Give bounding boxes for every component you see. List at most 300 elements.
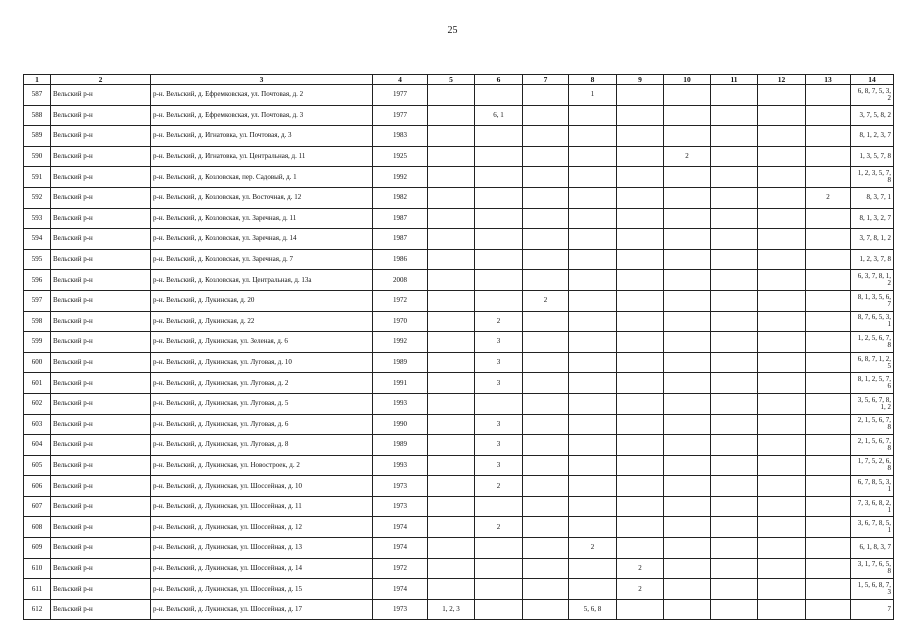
table-cell-col-1: 588 bbox=[24, 105, 51, 126]
table-row bbox=[24, 85, 894, 106]
table-cell-col-14: 6, 8, 7, 1, 2, 5 bbox=[851, 352, 894, 373]
table-cell-col-13 bbox=[806, 229, 851, 250]
table-cell-col-7 bbox=[523, 373, 569, 394]
table-row bbox=[24, 373, 894, 394]
table-cell-col-8 bbox=[569, 290, 617, 311]
table-cell-col-2: Вельский р-н bbox=[51, 373, 151, 394]
table-cell-col-7 bbox=[523, 352, 569, 373]
table-cell-col-7 bbox=[523, 229, 569, 250]
table-cell-col-9 bbox=[617, 105, 664, 126]
table-cell-col-8 bbox=[569, 126, 617, 147]
table-cell-col-13 bbox=[806, 455, 851, 476]
table-cell-col-5 bbox=[428, 126, 475, 147]
table-cell-col-5 bbox=[428, 373, 475, 394]
table-row bbox=[24, 476, 894, 497]
table-cell-col-9 bbox=[617, 476, 664, 497]
table-cell-col-14: 2, 1, 5, 6, 7, 8 bbox=[851, 435, 894, 456]
table-cell-col-3: р-н. Вельский, д. Лукинская, д. 22 bbox=[151, 311, 373, 332]
table-cell-col-4: 1977 bbox=[373, 85, 428, 106]
table-cell-col-10 bbox=[664, 311, 711, 332]
table-cell-col-6: 3 bbox=[475, 435, 523, 456]
table-cell-col-9 bbox=[617, 373, 664, 394]
column-header-9: 9 bbox=[617, 75, 664, 85]
table-cell-col-12 bbox=[758, 414, 806, 435]
table-cell-col-12 bbox=[758, 476, 806, 497]
table-cell-col-12 bbox=[758, 187, 806, 208]
table-cell-col-4: 1987 bbox=[373, 229, 428, 250]
table-cell-col-10 bbox=[664, 373, 711, 394]
table-cell-col-11 bbox=[711, 558, 758, 579]
table-cell-col-13 bbox=[806, 352, 851, 373]
table-cell-col-7 bbox=[523, 126, 569, 147]
table-cell-col-3: р-н. Вельский, д. Лукинская, ул. Луговая, д. 6 bbox=[151, 414, 373, 435]
table-row bbox=[24, 249, 894, 270]
table-cell-col-13 bbox=[806, 393, 851, 414]
table-cell-col-2: Вельский р-н bbox=[51, 496, 151, 517]
table-cell-col-14: 3, 7, 5, 8, 2 bbox=[851, 105, 894, 126]
table-cell-col-12 bbox=[758, 455, 806, 476]
table-row bbox=[24, 538, 894, 559]
table-cell-col-9 bbox=[617, 538, 664, 559]
table-cell-col-10 bbox=[664, 414, 711, 435]
table-cell-col-4: 1990 bbox=[373, 414, 428, 435]
table-cell-col-7 bbox=[523, 455, 569, 476]
table-cell-col-13 bbox=[806, 290, 851, 311]
table-cell-col-9 bbox=[617, 332, 664, 353]
table-cell-col-3: р-н. Вельский, д. Козловская, ул. Заречная, д. 7 bbox=[151, 249, 373, 270]
table-cell-col-3: р-н. Вельский, д. Ефремковская, ул. Почтовая, д. 3 bbox=[151, 105, 373, 126]
register-table bbox=[23, 74, 894, 620]
table-cell-col-14: 1, 2, 3, 7, 8 bbox=[851, 249, 894, 270]
column-header-5: 5 bbox=[428, 75, 475, 85]
table-cell-col-13 bbox=[806, 85, 851, 106]
table-cell-col-4: 1970 bbox=[373, 311, 428, 332]
table-cell-col-2: Вельский р-н bbox=[51, 208, 151, 229]
table-cell-col-5 bbox=[428, 105, 475, 126]
table-row bbox=[24, 187, 894, 208]
table-cell-col-2: Вельский р-н bbox=[51, 187, 151, 208]
table-cell-col-13 bbox=[806, 249, 851, 270]
table-cell-col-3: р-н. Вельский, д. Лукинская, ул. Шоссейная, д. 14 bbox=[151, 558, 373, 579]
table-cell-col-13 bbox=[806, 373, 851, 394]
table-cell-col-4: 1989 bbox=[373, 352, 428, 373]
table-cell-col-12 bbox=[758, 311, 806, 332]
table-cell-col-1: 594 bbox=[24, 229, 51, 250]
table-cell-col-10 bbox=[664, 579, 711, 600]
table-cell-col-2: Вельский р-н bbox=[51, 167, 151, 188]
table-cell-col-2: Вельский р-н bbox=[51, 476, 151, 497]
table-cell-col-1: 595 bbox=[24, 249, 51, 270]
table-cell-col-6 bbox=[475, 85, 523, 106]
table-cell-col-11 bbox=[711, 146, 758, 167]
table-cell-col-8 bbox=[569, 311, 617, 332]
table-cell-col-14: 3, 1, 7, 6, 5, 8 bbox=[851, 558, 894, 579]
table-cell-col-3: р-н. Вельский, д. Лукинская, ул. Шоссейная, д. 10 bbox=[151, 476, 373, 497]
table-cell-col-8 bbox=[569, 229, 617, 250]
table-cell-col-5 bbox=[428, 249, 475, 270]
table-cell-col-13 bbox=[806, 332, 851, 353]
table-cell-col-1: 603 bbox=[24, 414, 51, 435]
table-cell-col-6: 2 bbox=[475, 517, 523, 538]
table-cell-col-4: 1972 bbox=[373, 290, 428, 311]
table-cell-col-6 bbox=[475, 599, 523, 620]
table-cell-col-13 bbox=[806, 208, 851, 229]
table-cell-col-1: 600 bbox=[24, 352, 51, 373]
table-cell-col-13 bbox=[806, 311, 851, 332]
table-cell-col-2: Вельский р-н bbox=[51, 414, 151, 435]
table-cell-col-3: р-н. Вельский, д. Козловская, ул. Заречная, д. 14 bbox=[151, 229, 373, 250]
table-cell-col-14: 8, 3, 7, 1 bbox=[851, 187, 894, 208]
table-cell-col-10 bbox=[664, 208, 711, 229]
table-cell-col-14: 6, 1, 8, 3, 7 bbox=[851, 538, 894, 559]
table-cell-col-11 bbox=[711, 290, 758, 311]
table-cell-col-13 bbox=[806, 435, 851, 456]
table-cell-col-9 bbox=[617, 517, 664, 538]
table-cell-col-4: 1991 bbox=[373, 373, 428, 394]
table-cell-col-6 bbox=[475, 270, 523, 291]
table-cell-col-1: 609 bbox=[24, 538, 51, 559]
table-cell-col-4: 1992 bbox=[373, 167, 428, 188]
table-cell-col-12 bbox=[758, 352, 806, 373]
table-cell-col-12 bbox=[758, 332, 806, 353]
table-cell-col-14: 7, 3, 6, 8, 2, 1 bbox=[851, 496, 894, 517]
table-cell-col-10 bbox=[664, 558, 711, 579]
table-cell-col-1: 597 bbox=[24, 290, 51, 311]
table-cell-col-10 bbox=[664, 229, 711, 250]
table-cell-col-3: р-н. Вельский, д. Лукинская, ул. Зеленая, д. 6 bbox=[151, 332, 373, 353]
table-cell-col-13 bbox=[806, 146, 851, 167]
table-cell-col-9 bbox=[617, 208, 664, 229]
table-cell-col-10 bbox=[664, 393, 711, 414]
table-cell-col-6 bbox=[475, 249, 523, 270]
table-cell-col-5: 1, 2, 3 bbox=[428, 599, 475, 620]
table-cell-col-12 bbox=[758, 435, 806, 456]
table-row bbox=[24, 393, 894, 414]
table-cell-col-4: 1993 bbox=[373, 455, 428, 476]
table-cell-col-5 bbox=[428, 579, 475, 600]
table-cell-col-6 bbox=[475, 496, 523, 517]
table-cell-col-12 bbox=[758, 393, 806, 414]
table-cell-col-12 bbox=[758, 208, 806, 229]
table-cell-col-1: 589 bbox=[24, 126, 51, 147]
table-cell-col-1: 608 bbox=[24, 517, 51, 538]
table-body bbox=[24, 85, 894, 620]
table-cell-col-13 bbox=[806, 476, 851, 497]
table-cell-col-3: р-н. Вельский, д. Лукинская, ул. Шоссейная, д. 17 bbox=[151, 599, 373, 620]
table-cell-col-8 bbox=[569, 517, 617, 538]
table-cell-col-1: 612 bbox=[24, 599, 51, 620]
table-cell-col-6 bbox=[475, 146, 523, 167]
column-header-14: 14 bbox=[851, 75, 894, 85]
table-cell-col-9 bbox=[617, 229, 664, 250]
table-cell-col-1: 598 bbox=[24, 311, 51, 332]
table-cell-col-2: Вельский р-н bbox=[51, 249, 151, 270]
table-cell-col-13 bbox=[806, 599, 851, 620]
table-cell-col-11 bbox=[711, 311, 758, 332]
table-cell-col-1: 607 bbox=[24, 496, 51, 517]
table-cell-col-5 bbox=[428, 352, 475, 373]
table-cell-col-8: 1 bbox=[569, 85, 617, 106]
table-cell-col-10: 2 bbox=[664, 146, 711, 167]
table-cell-col-8 bbox=[569, 187, 617, 208]
table-cell-col-14: 8, 1, 2, 3, 7 bbox=[851, 126, 894, 147]
table-cell-col-7 bbox=[523, 579, 569, 600]
table-cell-col-1: 591 bbox=[24, 167, 51, 188]
table-cell-col-3: р-н. Вельский, д. Лукинская, ул. Луговая, д. 2 bbox=[151, 373, 373, 394]
table-cell-col-1: 596 bbox=[24, 270, 51, 291]
table-cell-col-8 bbox=[569, 146, 617, 167]
table-cell-col-3: р-н. Вельский, д. Козловская, ул. Центральная, д. 13а bbox=[151, 270, 373, 291]
table-row bbox=[24, 311, 894, 332]
table-cell-col-10 bbox=[664, 249, 711, 270]
table-cell-col-3: р-н. Вельский, д. Лукинская, ул. Шоссейная, д. 11 bbox=[151, 496, 373, 517]
table-cell-col-12 bbox=[758, 249, 806, 270]
page-number: 25 bbox=[447, 25, 458, 36]
table-cell-col-2: Вельский р-н bbox=[51, 229, 151, 250]
table-cell-col-11 bbox=[711, 455, 758, 476]
table-cell-col-5 bbox=[428, 311, 475, 332]
table-cell-col-3: р-н. Вельский, д. Лукинская, ул. Шоссейная, д. 13 bbox=[151, 538, 373, 559]
table-cell-col-2: Вельский р-н bbox=[51, 146, 151, 167]
column-header-13: 13 bbox=[806, 75, 851, 85]
table-row bbox=[24, 229, 894, 250]
table-row bbox=[24, 105, 894, 126]
table-cell-col-10 bbox=[664, 187, 711, 208]
table-cell-col-5 bbox=[428, 414, 475, 435]
table-cell-col-9 bbox=[617, 352, 664, 373]
table-cell-col-6: 3 bbox=[475, 352, 523, 373]
table-cell-col-12 bbox=[758, 373, 806, 394]
table-cell-col-3: р-н. Вельский, д. Лукинская, ул. Луговая, д. 8 bbox=[151, 435, 373, 456]
table-cell-col-6: 3 bbox=[475, 455, 523, 476]
table-cell-col-6 bbox=[475, 290, 523, 311]
column-header-7: 7 bbox=[523, 75, 569, 85]
table-cell-col-10 bbox=[664, 85, 711, 106]
table-cell-col-12 bbox=[758, 105, 806, 126]
table-cell-col-1: 593 bbox=[24, 208, 51, 229]
table-cell-col-7 bbox=[523, 249, 569, 270]
table-cell-col-1: 604 bbox=[24, 435, 51, 456]
column-header-8: 8 bbox=[569, 75, 617, 85]
table-cell-col-12 bbox=[758, 517, 806, 538]
column-header-3: 3 bbox=[151, 75, 373, 85]
table-cell-col-4: 1982 bbox=[373, 187, 428, 208]
table-cell-col-10 bbox=[664, 538, 711, 559]
table-row bbox=[24, 290, 894, 311]
table-cell-col-7 bbox=[523, 270, 569, 291]
table-cell-col-14: 6, 8, 7, 5, 3, 2 bbox=[851, 85, 894, 106]
table-cell-col-7 bbox=[523, 435, 569, 456]
table-cell-col-7 bbox=[523, 517, 569, 538]
table-cell-col-5 bbox=[428, 85, 475, 106]
table-cell-col-13 bbox=[806, 538, 851, 559]
table-cell-col-9 bbox=[617, 249, 664, 270]
table-cell-col-5 bbox=[428, 558, 475, 579]
table-cell-col-6 bbox=[475, 208, 523, 229]
table-cell-col-13 bbox=[806, 517, 851, 538]
table-cell-col-7 bbox=[523, 393, 569, 414]
table-cell-col-11 bbox=[711, 517, 758, 538]
table-cell-col-9 bbox=[617, 146, 664, 167]
table-cell-col-1: 599 bbox=[24, 332, 51, 353]
table-cell-col-14: 6, 7, 8, 5, 3, 1 bbox=[851, 476, 894, 497]
table-cell-col-7 bbox=[523, 414, 569, 435]
table-cell-col-11 bbox=[711, 476, 758, 497]
table-cell-col-10 bbox=[664, 517, 711, 538]
table-cell-col-7 bbox=[523, 311, 569, 332]
table-row bbox=[24, 208, 894, 229]
table-cell-col-11 bbox=[711, 85, 758, 106]
table-cell-col-5 bbox=[428, 393, 475, 414]
table-cell-col-7 bbox=[523, 599, 569, 620]
table-cell-col-9 bbox=[617, 599, 664, 620]
table-row bbox=[24, 167, 894, 188]
table-cell-col-4: 1977 bbox=[373, 105, 428, 126]
table-cell-col-6 bbox=[475, 579, 523, 600]
table-cell-col-2: Вельский р-н bbox=[51, 579, 151, 600]
table-cell-col-2: Вельский р-н bbox=[51, 558, 151, 579]
table-cell-col-6: 2 bbox=[475, 311, 523, 332]
table-cell-col-6 bbox=[475, 558, 523, 579]
table-cell-col-6 bbox=[475, 126, 523, 147]
table-cell-col-12 bbox=[758, 270, 806, 291]
table-cell-col-11 bbox=[711, 126, 758, 147]
table-cell-col-2: Вельский р-н bbox=[51, 517, 151, 538]
table-cell-col-11 bbox=[711, 187, 758, 208]
table-cell-col-11 bbox=[711, 373, 758, 394]
table-cell-col-14: 1, 2, 5, 6, 7, 8 bbox=[851, 332, 894, 353]
table-cell-col-6 bbox=[475, 167, 523, 188]
table-cell-col-14: 2, 1, 5, 6, 7, 8 bbox=[851, 414, 894, 435]
table-cell-col-12 bbox=[758, 599, 806, 620]
table-cell-col-13 bbox=[806, 167, 851, 188]
table-cell-col-2: Вельский р-н bbox=[51, 126, 151, 147]
table-cell-col-10 bbox=[664, 599, 711, 620]
table-cell-col-13 bbox=[806, 105, 851, 126]
table-cell-col-2: Вельский р-н bbox=[51, 352, 151, 373]
table-cell-col-10 bbox=[664, 270, 711, 291]
table-cell-col-3: р-н. Вельский, д. Козловская, пер. Садовый, д. 1 bbox=[151, 167, 373, 188]
table-cell-col-6 bbox=[475, 393, 523, 414]
table-cell-col-11 bbox=[711, 538, 758, 559]
table-cell-col-9 bbox=[617, 435, 664, 456]
table-cell-col-9: 2 bbox=[617, 579, 664, 600]
table-cell-col-14: 8, 1, 3, 2, 7 bbox=[851, 208, 894, 229]
header-row bbox=[24, 75, 894, 85]
table-cell-col-14: 1, 7, 5, 2, 6, 8 bbox=[851, 455, 894, 476]
table-cell-col-11 bbox=[711, 332, 758, 353]
table-cell-col-5 bbox=[428, 208, 475, 229]
table-cell-col-12 bbox=[758, 538, 806, 559]
table-cell-col-8 bbox=[569, 414, 617, 435]
table-cell-col-8 bbox=[569, 373, 617, 394]
table-cell-col-3: р-н. Вельский, д. Лукинская, д. 20 bbox=[151, 290, 373, 311]
column-header-1: 1 bbox=[24, 75, 51, 85]
table-cell-col-9 bbox=[617, 187, 664, 208]
table-cell-col-10 bbox=[664, 435, 711, 456]
table-cell-col-4: 1992 bbox=[373, 332, 428, 353]
table-cell-col-1: 605 bbox=[24, 455, 51, 476]
table-cell-col-5 bbox=[428, 332, 475, 353]
table-cell-col-10 bbox=[664, 290, 711, 311]
table-cell-col-14: 1, 5, 6, 8, 7, 3 bbox=[851, 579, 894, 600]
table-row bbox=[24, 146, 894, 167]
table-cell-col-13 bbox=[806, 414, 851, 435]
table-cell-col-12 bbox=[758, 126, 806, 147]
column-header-11: 11 bbox=[711, 75, 758, 85]
table-cell-col-2: Вельский р-н bbox=[51, 393, 151, 414]
table-cell-col-10 bbox=[664, 496, 711, 517]
table-cell-col-9 bbox=[617, 85, 664, 106]
table-cell-col-7 bbox=[523, 187, 569, 208]
table-cell-col-13 bbox=[806, 579, 851, 600]
table-cell-col-5 bbox=[428, 187, 475, 208]
table-row bbox=[24, 126, 894, 147]
table-cell-col-14: 6, 3, 7, 8, 1, 2 bbox=[851, 270, 894, 291]
table-cell-col-4: 2008 bbox=[373, 270, 428, 291]
table-cell-col-6: 3 bbox=[475, 414, 523, 435]
table-cell-col-10 bbox=[664, 352, 711, 373]
table-cell-col-11 bbox=[711, 352, 758, 373]
table-cell-col-8 bbox=[569, 208, 617, 229]
table-cell-col-9 bbox=[617, 126, 664, 147]
table-cell-col-4: 1974 bbox=[373, 579, 428, 600]
table-row bbox=[24, 352, 894, 373]
table-cell-col-1: 611 bbox=[24, 579, 51, 600]
table-cell-col-13 bbox=[806, 496, 851, 517]
table-cell-col-5 bbox=[428, 496, 475, 517]
table-cell-col-8 bbox=[569, 270, 617, 291]
table-cell-col-10 bbox=[664, 167, 711, 188]
table-cell-col-4: 1993 bbox=[373, 393, 428, 414]
table-cell-col-12 bbox=[758, 229, 806, 250]
table-cell-col-6: 3 bbox=[475, 332, 523, 353]
table-cell-col-5 bbox=[428, 290, 475, 311]
table-cell-col-14: 8, 1, 3, 5, 6, 7 bbox=[851, 290, 894, 311]
table-cell-col-8 bbox=[569, 476, 617, 497]
table-cell-col-3: р-н. Вельский, д. Игнатовка, ул. Центральная, д. 11 bbox=[151, 146, 373, 167]
table-cell-col-7 bbox=[523, 476, 569, 497]
table-cell-col-1: 592 bbox=[24, 187, 51, 208]
table-cell-col-4: 1973 bbox=[373, 496, 428, 517]
table-cell-col-8 bbox=[569, 393, 617, 414]
table-cell-col-8 bbox=[569, 435, 617, 456]
table-cell-col-2: Вельский р-н bbox=[51, 311, 151, 332]
table-cell-col-1: 587 bbox=[24, 85, 51, 106]
table-cell-col-9 bbox=[617, 393, 664, 414]
table-cell-col-4: 1974 bbox=[373, 538, 428, 559]
table-cell-col-4: 1974 bbox=[373, 517, 428, 538]
table-cell-col-14: 3, 5, 6, 7, 8, 1, 2 bbox=[851, 393, 894, 414]
table-cell-col-11 bbox=[711, 393, 758, 414]
column-header-6: 6 bbox=[475, 75, 523, 85]
table-cell-col-9 bbox=[617, 496, 664, 517]
table-cell-col-14: 1, 2, 3, 5, 7, 8 bbox=[851, 167, 894, 188]
table-cell-col-3: р-н. Вельский, д. Козловская, ул. Заречная, д. 11 bbox=[151, 208, 373, 229]
table-cell-col-3: р-н. Вельский, д. Лукинская, ул. Новостроек, д. 2 bbox=[151, 455, 373, 476]
table-cell-col-9 bbox=[617, 270, 664, 291]
column-header-10: 10 bbox=[664, 75, 711, 85]
table-cell-col-14: 7 bbox=[851, 599, 894, 620]
table-cell-col-5 bbox=[428, 476, 475, 497]
column-header-2: 2 bbox=[51, 75, 151, 85]
table-cell-col-14: 1, 3, 5, 7, 8 bbox=[851, 146, 894, 167]
table-row bbox=[24, 496, 894, 517]
table-cell-col-14: 8, 1, 2, 5, 7, 6 bbox=[851, 373, 894, 394]
table-cell-col-8 bbox=[569, 558, 617, 579]
table-cell-col-2: Вельский р-н bbox=[51, 105, 151, 126]
table-cell-col-10 bbox=[664, 332, 711, 353]
